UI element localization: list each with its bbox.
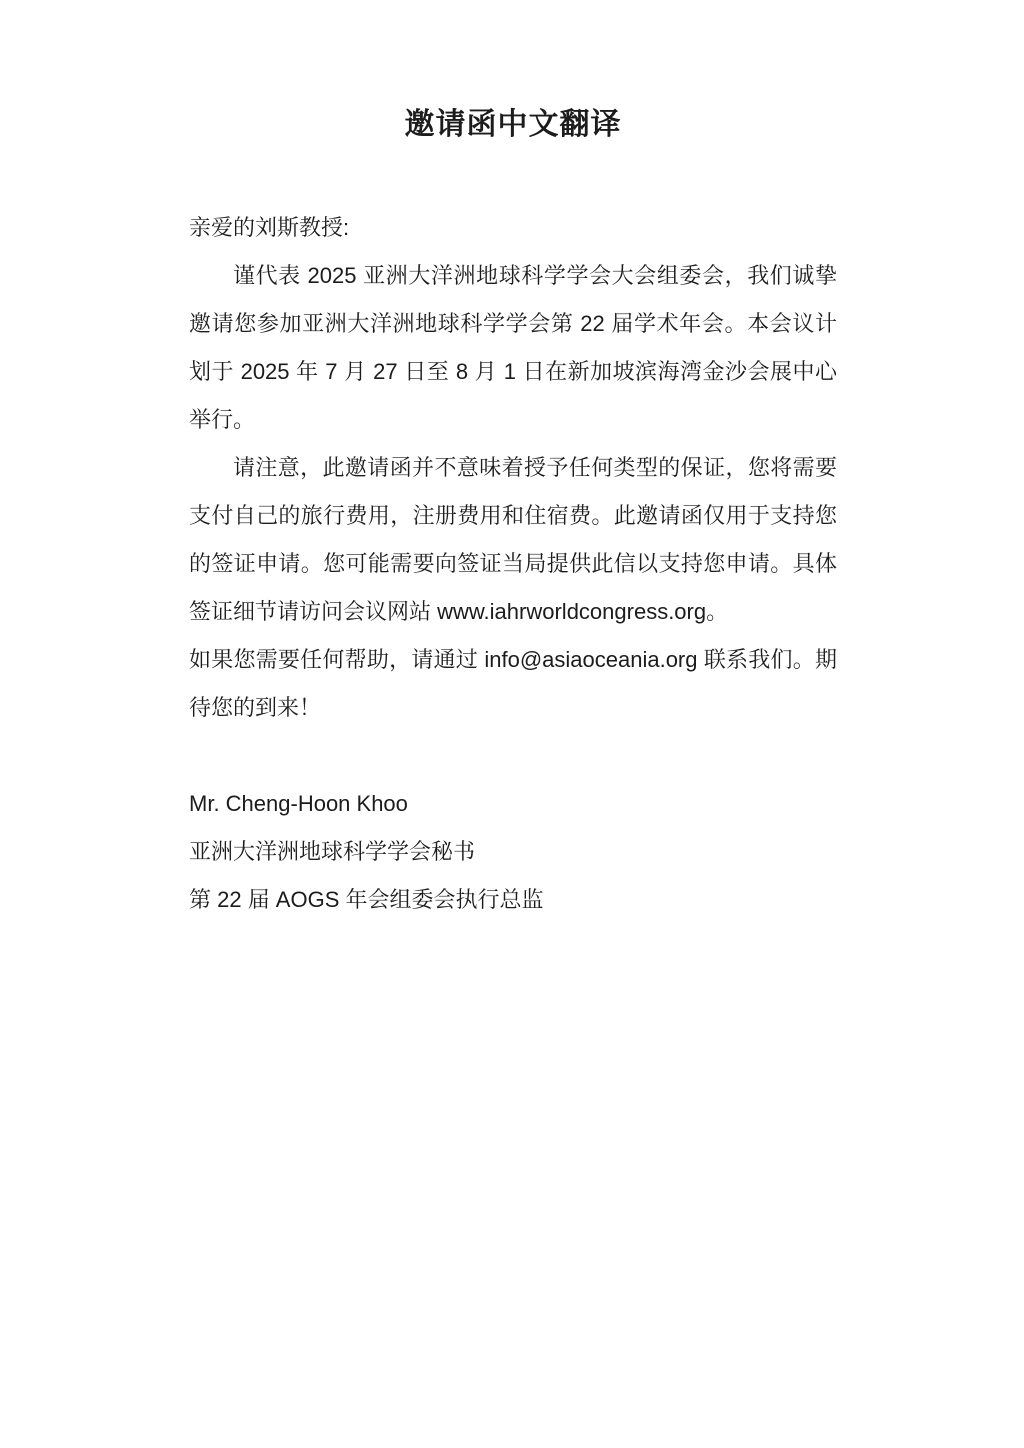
signature-role-secretary: 亚洲大洋洲地球科学学会秘书 (189, 839, 476, 864)
page-title: 邀请函中文翻译 (404, 108, 622, 141)
signature-block (189, 780, 837, 924)
letter-content (189, 0, 837, 924)
salutation: 亲爱的刘斯教授: (189, 215, 350, 240)
paragraph-contact: 如果您需要任何帮助，请通过 info@asiaoceania.org 联系我们。期待您的到来！ (189, 647, 837, 720)
paragraph-visa-notice: 请注意，此邀请函并不意味着授予任何类型的保证，您将需要支付自己的旅行费用，注册费用和住宿费。此邀请函仅用于支持您的签证申请。您可能需要向签证当局提供此信以支持您申请。具体签证细节请访问会议网站 www.iahrworldcongress.org。 (189, 455, 837, 624)
signature-role-director: 第 22 届 AOGS 年会组委会执行总监 (189, 887, 544, 912)
paragraph-invitation: 谨代表 2025 亚洲大洋洲地球科学学会大会组委会，我们诚挚邀请您参加亚洲大洋洲地球科学学会第 22 届学术年会。本会议计划于 2025 年 7 月 27 日至 8 月 1 日在新加坡滨海湾金沙会展中心举行。 (189, 263, 837, 432)
signature-name: Mr. Cheng-Hoon Khoo (189, 791, 408, 816)
